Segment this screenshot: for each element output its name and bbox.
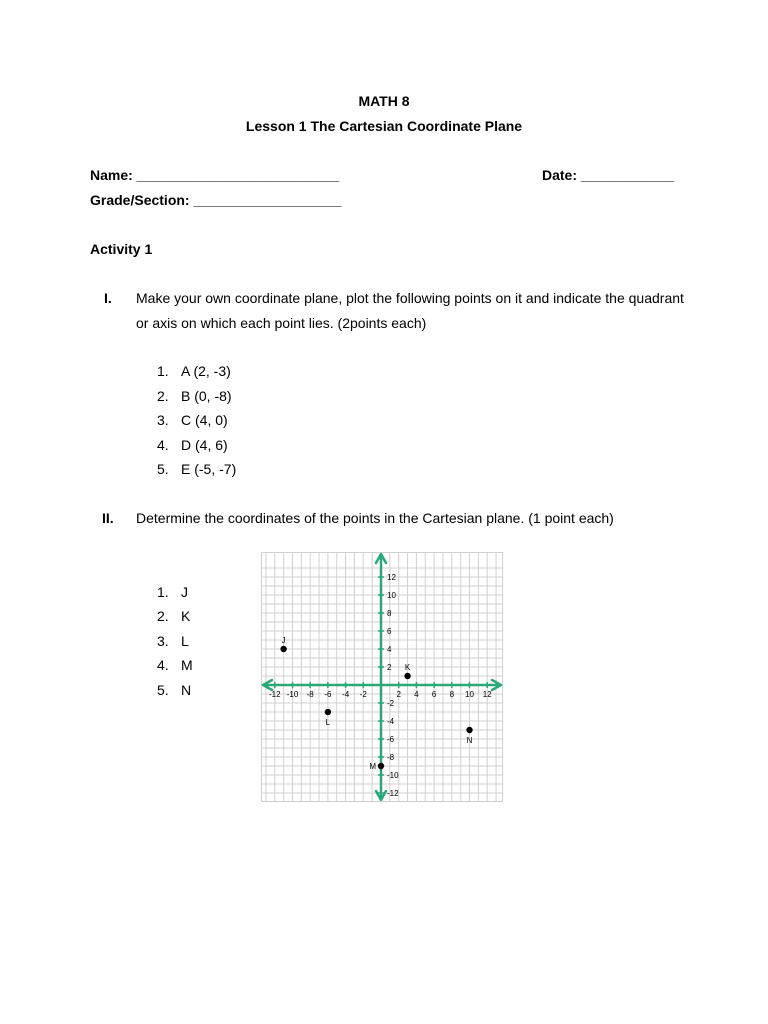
list-item: 4. M xyxy=(157,657,193,673)
x-tick-label: -6 xyxy=(324,690,332,699)
point-label-m: M xyxy=(369,762,376,771)
y-tick-label: -12 xyxy=(387,789,399,798)
x-tick-label: -10 xyxy=(286,690,299,699)
part2-numeral: II. xyxy=(102,510,114,526)
x-tick-label: -12 xyxy=(269,690,281,699)
point-label-l: L xyxy=(325,718,331,727)
x-tick-label: 6 xyxy=(431,690,437,699)
x-tick-label: 12 xyxy=(482,690,492,699)
x-tick-label: -8 xyxy=(306,690,314,699)
list-item: 2. K xyxy=(157,608,191,624)
list-item: 1. J xyxy=(157,584,188,600)
x-tick-label: -2 xyxy=(359,690,367,699)
list-item: 3. L xyxy=(157,633,189,649)
point-j xyxy=(280,646,286,652)
date-field: Date: ____________ xyxy=(542,167,675,183)
part2-instruction: Determine the coordinates of the points in the Cartesian plane. (1 point each) xyxy=(136,510,614,526)
list-item: 5. E (-5, -7) xyxy=(157,461,237,477)
part1-instruction-line2: or axis on which each point lies. (2points each) xyxy=(136,315,427,331)
y-tick-label: -6 xyxy=(387,735,395,744)
point-m xyxy=(378,763,384,769)
list-item: 2. B (0, -8) xyxy=(157,388,232,404)
y-tick-label: -2 xyxy=(387,699,395,708)
x-tick-label: 2 xyxy=(396,690,401,699)
y-tick-label: -4 xyxy=(387,717,395,726)
x-tick-label: -4 xyxy=(342,690,350,699)
x-tick-label: 10 xyxy=(465,690,474,699)
point-label-j: J xyxy=(281,636,286,645)
point-label-n: N xyxy=(466,736,473,745)
y-tick-label: -10 xyxy=(387,771,399,780)
page-subtitle: Lesson 1 The Cartesian Coordinate Plane xyxy=(245,118,523,134)
x-tick-label: 4 xyxy=(414,690,419,699)
y-tick-label: 6 xyxy=(387,627,392,636)
list-item: 1. A (2, -3) xyxy=(157,363,231,379)
y-tick-label: 12 xyxy=(387,573,396,582)
y-tick-label: 8 xyxy=(387,609,392,618)
coordinate-plane xyxy=(261,552,503,802)
point-l xyxy=(325,709,331,715)
y-tick-label: 10 xyxy=(387,591,396,600)
point-label-k: K xyxy=(404,663,411,672)
y-tick-label: -8 xyxy=(387,753,395,762)
y-tick-label: 4 xyxy=(387,645,392,654)
grade-section-field: Grade/Section: ___________________ xyxy=(90,192,342,208)
point-n xyxy=(466,727,472,733)
activity-title: Activity 1 xyxy=(90,241,153,257)
part1-instruction-line1: Make your own coordinate plane, plot the following points on it and indicate the quadrant xyxy=(136,290,684,306)
list-item: 5. N xyxy=(157,682,192,698)
y-tick-label: 2 xyxy=(387,663,392,672)
name-field: Name: __________________________ xyxy=(90,167,340,183)
page-title: MATH 8 xyxy=(358,93,410,109)
list-item: 4. D (4, 6) xyxy=(157,437,228,453)
x-tick-label: 8 xyxy=(449,690,455,699)
part1-numeral: I. xyxy=(104,290,112,306)
list-item: 3. C (4, 0) xyxy=(157,412,228,428)
point-k xyxy=(404,673,410,679)
